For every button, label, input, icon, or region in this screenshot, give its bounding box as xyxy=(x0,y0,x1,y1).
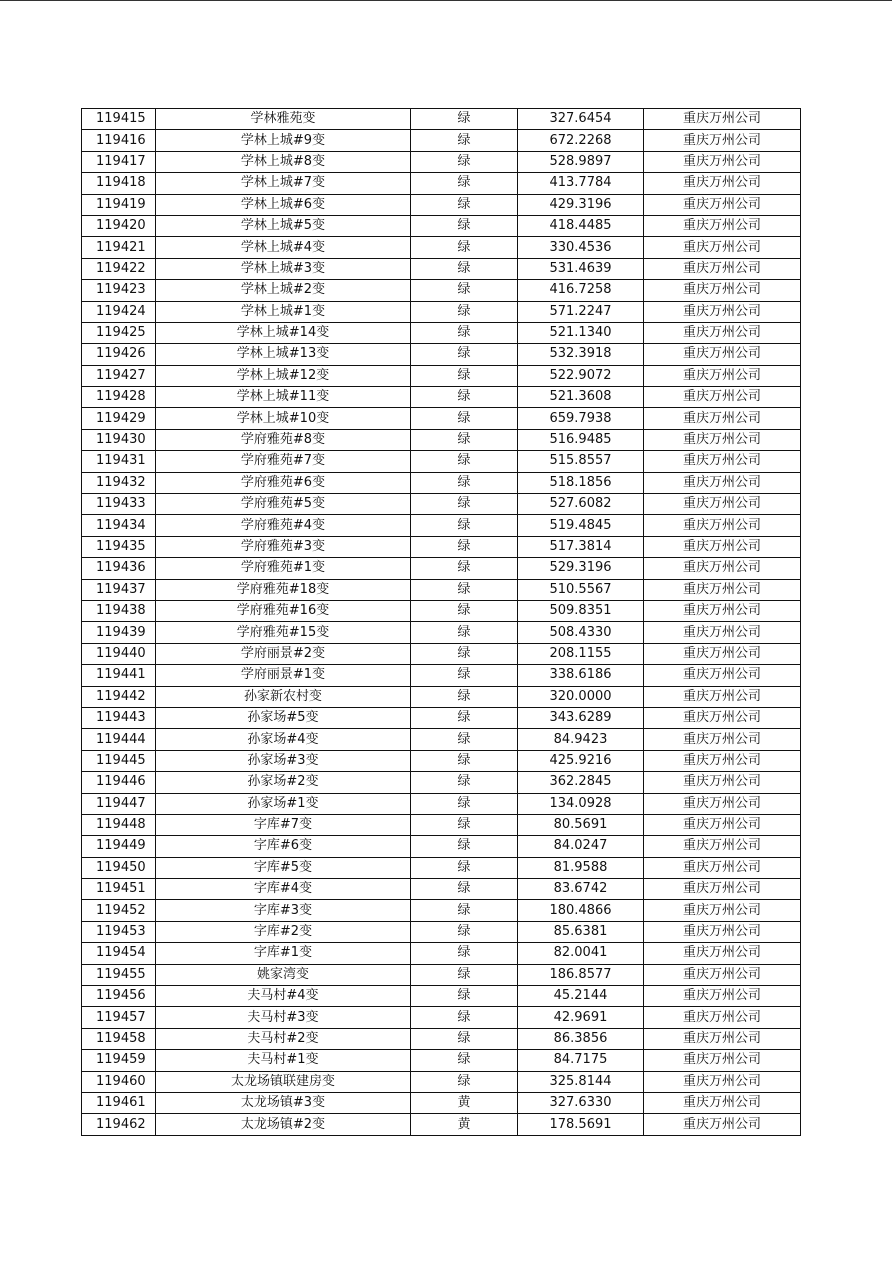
cell-value: 529.3196 xyxy=(518,558,644,579)
table-row xyxy=(82,600,801,621)
cell-station-name: 太龙场镇#3变 xyxy=(156,1092,411,1113)
cell-station-name: 夫马村#2变 xyxy=(156,1028,411,1049)
cell-value: 343.6289 xyxy=(518,707,644,728)
cell-status: 绿 xyxy=(411,301,518,322)
cell-value: 521.3608 xyxy=(518,387,644,408)
cell-company: 重庆万州公司 xyxy=(644,515,801,536)
cell-company: 重庆万州公司 xyxy=(644,1028,801,1049)
cell-id: 119437 xyxy=(82,579,156,600)
cell-station-name: 夫马村#3变 xyxy=(156,1007,411,1028)
cell-value: 429.3196 xyxy=(518,194,644,215)
cell-id: 119446 xyxy=(82,772,156,793)
table-row xyxy=(82,729,801,750)
cell-company: 重庆万州公司 xyxy=(644,600,801,621)
table-row xyxy=(82,451,801,472)
cell-status: 绿 xyxy=(411,237,518,258)
table-row xyxy=(82,344,801,365)
cell-value: 320.0000 xyxy=(518,686,644,707)
cell-id: 119441 xyxy=(82,665,156,686)
cell-station-name: 孙家场#1变 xyxy=(156,793,411,814)
cell-company: 重庆万州公司 xyxy=(644,1050,801,1071)
cell-company: 重庆万州公司 xyxy=(644,665,801,686)
cell-status: 绿 xyxy=(411,280,518,301)
cell-status: 绿 xyxy=(411,986,518,1007)
cell-value: 327.6454 xyxy=(518,109,644,130)
table-row xyxy=(82,472,801,493)
cell-value: 531.4639 xyxy=(518,258,644,279)
table-row xyxy=(82,772,801,793)
cell-id: 119452 xyxy=(82,900,156,921)
cell-id: 119429 xyxy=(82,408,156,429)
cell-id: 119457 xyxy=(82,1007,156,1028)
cell-company: 重庆万州公司 xyxy=(644,1007,801,1028)
cell-station-name: 字库#4变 xyxy=(156,879,411,900)
table-row xyxy=(82,686,801,707)
cell-id: 119454 xyxy=(82,943,156,964)
cell-id: 119422 xyxy=(82,258,156,279)
cell-id: 119449 xyxy=(82,836,156,857)
cell-status: 绿 xyxy=(411,622,518,643)
cell-value: 672.2268 xyxy=(518,130,644,151)
cell-id: 119423 xyxy=(82,280,156,301)
cell-company: 重庆万州公司 xyxy=(644,194,801,215)
cell-value: 85.6381 xyxy=(518,921,644,942)
cell-value: 83.6742 xyxy=(518,879,644,900)
cell-status: 绿 xyxy=(411,151,518,172)
cell-status: 绿 xyxy=(411,772,518,793)
cell-id: 119416 xyxy=(82,130,156,151)
cell-station-name: 孙家场#4变 xyxy=(156,729,411,750)
cell-id: 119424 xyxy=(82,301,156,322)
cell-status: 绿 xyxy=(411,1071,518,1092)
cell-id: 119439 xyxy=(82,622,156,643)
table-row xyxy=(82,365,801,386)
table-row xyxy=(82,964,801,985)
table-row xyxy=(82,579,801,600)
table-row xyxy=(82,900,801,921)
cell-station-name: 姚家湾变 xyxy=(156,964,411,985)
cell-station-name: 学府雅苑#16变 xyxy=(156,600,411,621)
cell-status: 绿 xyxy=(411,1007,518,1028)
cell-station-name: 孙家场#5变 xyxy=(156,707,411,728)
cell-company: 重庆万州公司 xyxy=(644,964,801,985)
cell-company: 重庆万州公司 xyxy=(644,237,801,258)
cell-status: 绿 xyxy=(411,879,518,900)
cell-status: 绿 xyxy=(411,494,518,515)
cell-station-name: 太龙场镇联建房变 xyxy=(156,1071,411,1092)
cell-value: 84.0247 xyxy=(518,836,644,857)
cell-station-name: 学林上城#7变 xyxy=(156,173,411,194)
cell-id: 119415 xyxy=(82,109,156,130)
cell-value: 532.3918 xyxy=(518,344,644,365)
cell-status: 绿 xyxy=(411,600,518,621)
cell-station-name: 孙家场#3变 xyxy=(156,750,411,771)
cell-value: 522.9072 xyxy=(518,365,644,386)
cell-status: 绿 xyxy=(411,472,518,493)
table-row xyxy=(82,1050,801,1071)
cell-company: 重庆万州公司 xyxy=(644,772,801,793)
table-row xyxy=(82,643,801,664)
cell-station-name: 夫马村#1变 xyxy=(156,1050,411,1071)
table-row xyxy=(82,1071,801,1092)
cell-station-name: 学林上城#5变 xyxy=(156,215,411,236)
table-row xyxy=(82,408,801,429)
cell-id: 119425 xyxy=(82,322,156,343)
cell-status: 绿 xyxy=(411,900,518,921)
cell-company: 重庆万州公司 xyxy=(644,750,801,771)
cell-value: 330.4536 xyxy=(518,237,644,258)
table-row xyxy=(82,558,801,579)
cell-status: 绿 xyxy=(411,451,518,472)
cell-value: 134.0928 xyxy=(518,793,644,814)
cell-company: 重庆万州公司 xyxy=(644,429,801,450)
cell-company: 重庆万州公司 xyxy=(644,536,801,557)
cell-company: 重庆万州公司 xyxy=(644,879,801,900)
cell-status: 绿 xyxy=(411,793,518,814)
cell-status: 绿 xyxy=(411,558,518,579)
cell-station-name: 学林雅苑变 xyxy=(156,109,411,130)
cell-company: 重庆万州公司 xyxy=(644,109,801,130)
cell-value: 515.8557 xyxy=(518,451,644,472)
cell-id: 119458 xyxy=(82,1028,156,1049)
cell-id: 119420 xyxy=(82,215,156,236)
cell-station-name: 学府雅苑#3变 xyxy=(156,536,411,557)
cell-value: 208.1155 xyxy=(518,643,644,664)
table-row xyxy=(82,943,801,964)
table-row xyxy=(82,1092,801,1113)
cell-station-name: 学府丽景#2变 xyxy=(156,643,411,664)
cell-status: 绿 xyxy=(411,215,518,236)
cell-id: 119418 xyxy=(82,173,156,194)
table-row xyxy=(82,814,801,835)
cell-station-name: 太龙场镇#2变 xyxy=(156,1114,411,1135)
cell-station-name: 字库#3变 xyxy=(156,900,411,921)
cell-id: 119444 xyxy=(82,729,156,750)
cell-station-name: 学府雅苑#15变 xyxy=(156,622,411,643)
cell-station-name: 孙家新农村变 xyxy=(156,686,411,707)
cell-id: 119435 xyxy=(82,536,156,557)
table-row xyxy=(82,921,801,942)
cell-company: 重庆万州公司 xyxy=(644,1071,801,1092)
cell-value: 84.7175 xyxy=(518,1050,644,1071)
cell-value: 45.2144 xyxy=(518,986,644,1007)
cell-status: 绿 xyxy=(411,322,518,343)
cell-id: 119417 xyxy=(82,151,156,172)
table-row xyxy=(82,494,801,515)
cell-id: 119448 xyxy=(82,814,156,835)
cell-station-name: 学林上城#10变 xyxy=(156,408,411,429)
cell-company: 重庆万州公司 xyxy=(644,151,801,172)
cell-status: 绿 xyxy=(411,258,518,279)
cell-id: 119426 xyxy=(82,344,156,365)
cell-company: 重庆万州公司 xyxy=(644,1114,801,1135)
cell-station-name: 学林上城#3变 xyxy=(156,258,411,279)
cell-value: 510.5567 xyxy=(518,579,644,600)
cell-id: 119442 xyxy=(82,686,156,707)
cell-id: 119421 xyxy=(82,237,156,258)
cell-company: 重庆万州公司 xyxy=(644,344,801,365)
table-row xyxy=(82,130,801,151)
cell-value: 327.6330 xyxy=(518,1092,644,1113)
cell-id: 119459 xyxy=(82,1050,156,1071)
cell-company: 重庆万州公司 xyxy=(644,408,801,429)
cell-station-name: 学林上城#12变 xyxy=(156,365,411,386)
cell-status: 绿 xyxy=(411,515,518,536)
cell-company: 重庆万州公司 xyxy=(644,622,801,643)
cell-company: 重庆万州公司 xyxy=(644,173,801,194)
cell-status: 绿 xyxy=(411,857,518,878)
cell-station-name: 字库#1变 xyxy=(156,943,411,964)
cell-company: 重庆万州公司 xyxy=(644,322,801,343)
cell-status: 绿 xyxy=(411,408,518,429)
cell-value: 528.9897 xyxy=(518,151,644,172)
cell-station-name: 学林上城#9变 xyxy=(156,130,411,151)
cell-company: 重庆万州公司 xyxy=(644,1092,801,1113)
cell-station-name: 夫马村#4变 xyxy=(156,986,411,1007)
cell-id: 119434 xyxy=(82,515,156,536)
cell-id: 119433 xyxy=(82,494,156,515)
cell-station-name: 字库#2变 xyxy=(156,921,411,942)
cell-company: 重庆万州公司 xyxy=(644,494,801,515)
cell-status: 绿 xyxy=(411,173,518,194)
cell-company: 重庆万州公司 xyxy=(644,793,801,814)
page-top-border xyxy=(0,0,892,1)
cell-value: 527.6082 xyxy=(518,494,644,515)
cell-id: 119462 xyxy=(82,1114,156,1135)
cell-status: 绿 xyxy=(411,729,518,750)
table-row xyxy=(82,836,801,857)
cell-status: 绿 xyxy=(411,109,518,130)
table-body xyxy=(82,109,801,1136)
table-row xyxy=(82,215,801,236)
table-row xyxy=(82,1114,801,1135)
cell-station-name: 学府雅苑#18变 xyxy=(156,579,411,600)
cell-status: 绿 xyxy=(411,814,518,835)
cell-company: 重庆万州公司 xyxy=(644,729,801,750)
table-row xyxy=(82,301,801,322)
cell-value: 338.6186 xyxy=(518,665,644,686)
cell-company: 重庆万州公司 xyxy=(644,686,801,707)
cell-status: 绿 xyxy=(411,194,518,215)
cell-value: 659.7938 xyxy=(518,408,644,429)
cell-company: 重庆万州公司 xyxy=(644,900,801,921)
cell-station-name: 学林上城#2变 xyxy=(156,280,411,301)
cell-status: 绿 xyxy=(411,387,518,408)
cell-company: 重庆万州公司 xyxy=(644,387,801,408)
cell-station-name: 学林上城#1变 xyxy=(156,301,411,322)
cell-company: 重庆万州公司 xyxy=(644,943,801,964)
table-row xyxy=(82,750,801,771)
cell-company: 重庆万州公司 xyxy=(644,986,801,1007)
cell-status: 黄 xyxy=(411,1114,518,1135)
cell-id: 119438 xyxy=(82,600,156,621)
cell-id: 119443 xyxy=(82,707,156,728)
cell-company: 重庆万州公司 xyxy=(644,707,801,728)
cell-value: 416.7258 xyxy=(518,280,644,301)
cell-value: 571.2247 xyxy=(518,301,644,322)
cell-status: 绿 xyxy=(411,130,518,151)
cell-id: 119430 xyxy=(82,429,156,450)
cell-station-name: 孙家场#2变 xyxy=(156,772,411,793)
cell-company: 重庆万州公司 xyxy=(644,643,801,664)
cell-id: 119450 xyxy=(82,857,156,878)
cell-station-name: 学林上城#11变 xyxy=(156,387,411,408)
cell-status: 绿 xyxy=(411,707,518,728)
cell-status: 绿 xyxy=(411,643,518,664)
cell-station-name: 字库#5变 xyxy=(156,857,411,878)
cell-status: 绿 xyxy=(411,536,518,557)
cell-station-name: 学林上城#13变 xyxy=(156,344,411,365)
cell-status: 绿 xyxy=(411,964,518,985)
cell-value: 86.3856 xyxy=(518,1028,644,1049)
cell-status: 绿 xyxy=(411,836,518,857)
cell-company: 重庆万州公司 xyxy=(644,258,801,279)
cell-id: 119451 xyxy=(82,879,156,900)
cell-id: 119460 xyxy=(82,1071,156,1092)
cell-company: 重庆万州公司 xyxy=(644,472,801,493)
cell-station-name: 学林上城#14变 xyxy=(156,322,411,343)
cell-value: 362.2845 xyxy=(518,772,644,793)
cell-id: 119455 xyxy=(82,964,156,985)
cell-station-name: 字库#6变 xyxy=(156,836,411,857)
cell-status: 绿 xyxy=(411,1050,518,1071)
cell-status: 绿 xyxy=(411,686,518,707)
cell-company: 重庆万州公司 xyxy=(644,836,801,857)
cell-value: 42.9691 xyxy=(518,1007,644,1028)
cell-value: 518.1856 xyxy=(518,472,644,493)
cell-value: 519.4845 xyxy=(518,515,644,536)
cell-id: 119445 xyxy=(82,750,156,771)
table-row xyxy=(82,515,801,536)
cell-station-name: 学府雅苑#8变 xyxy=(156,429,411,450)
cell-status: 绿 xyxy=(411,1028,518,1049)
table-row xyxy=(82,986,801,1007)
cell-id: 119453 xyxy=(82,921,156,942)
table-row xyxy=(82,707,801,728)
cell-status: 绿 xyxy=(411,943,518,964)
cell-station-name: 字库#7变 xyxy=(156,814,411,835)
cell-company: 重庆万州公司 xyxy=(644,215,801,236)
cell-company: 重庆万州公司 xyxy=(644,814,801,835)
cell-status: 绿 xyxy=(411,665,518,686)
cell-station-name: 学府雅苑#4变 xyxy=(156,515,411,536)
data-table xyxy=(81,108,801,1136)
cell-id: 119436 xyxy=(82,558,156,579)
cell-status: 绿 xyxy=(411,579,518,600)
cell-status: 绿 xyxy=(411,344,518,365)
cell-value: 418.4485 xyxy=(518,215,644,236)
cell-company: 重庆万州公司 xyxy=(644,558,801,579)
cell-value: 325.8144 xyxy=(518,1071,644,1092)
cell-id: 119432 xyxy=(82,472,156,493)
cell-status: 绿 xyxy=(411,750,518,771)
cell-value: 413.7784 xyxy=(518,173,644,194)
cell-company: 重庆万州公司 xyxy=(644,451,801,472)
cell-station-name: 学林上城#6变 xyxy=(156,194,411,215)
cell-status: 黄 xyxy=(411,1092,518,1113)
table-row xyxy=(82,536,801,557)
table-row xyxy=(82,793,801,814)
table-row xyxy=(82,151,801,172)
cell-company: 重庆万州公司 xyxy=(644,921,801,942)
cell-station-name: 学府雅苑#6变 xyxy=(156,472,411,493)
cell-company: 重庆万州公司 xyxy=(644,579,801,600)
table-row xyxy=(82,1028,801,1049)
cell-station-name: 学府丽景#1变 xyxy=(156,665,411,686)
table-row xyxy=(82,237,801,258)
cell-company: 重庆万州公司 xyxy=(644,130,801,151)
cell-status: 绿 xyxy=(411,429,518,450)
cell-status: 绿 xyxy=(411,365,518,386)
table-row xyxy=(82,429,801,450)
cell-company: 重庆万州公司 xyxy=(644,301,801,322)
table-row xyxy=(82,258,801,279)
cell-value: 180.4866 xyxy=(518,900,644,921)
cell-value: 80.5691 xyxy=(518,814,644,835)
cell-value: 425.9216 xyxy=(518,750,644,771)
cell-id: 119461 xyxy=(82,1092,156,1113)
cell-id: 119431 xyxy=(82,451,156,472)
table-row xyxy=(82,173,801,194)
cell-value: 82.0041 xyxy=(518,943,644,964)
table-row xyxy=(82,280,801,301)
cell-station-name: 学府雅苑#1变 xyxy=(156,558,411,579)
cell-value: 521.1340 xyxy=(518,322,644,343)
cell-station-name: 学府雅苑#7变 xyxy=(156,451,411,472)
cell-value: 81.9588 xyxy=(518,857,644,878)
cell-id: 119427 xyxy=(82,365,156,386)
cell-value: 84.9423 xyxy=(518,729,644,750)
cell-status: 绿 xyxy=(411,921,518,942)
table-row xyxy=(82,857,801,878)
cell-company: 重庆万州公司 xyxy=(644,280,801,301)
cell-station-name: 学林上城#8变 xyxy=(156,151,411,172)
cell-company: 重庆万州公司 xyxy=(644,857,801,878)
cell-value: 509.8351 xyxy=(518,600,644,621)
cell-value: 517.3814 xyxy=(518,536,644,557)
table-row xyxy=(82,665,801,686)
cell-value: 516.9485 xyxy=(518,429,644,450)
cell-id: 119447 xyxy=(82,793,156,814)
cell-id: 119428 xyxy=(82,387,156,408)
table-row xyxy=(82,879,801,900)
table-row xyxy=(82,109,801,130)
cell-id: 119419 xyxy=(82,194,156,215)
table-row xyxy=(82,1007,801,1028)
table-row xyxy=(82,322,801,343)
cell-value: 508.4330 xyxy=(518,622,644,643)
cell-station-name: 学林上城#4变 xyxy=(156,237,411,258)
cell-id: 119456 xyxy=(82,986,156,1007)
cell-value: 178.5691 xyxy=(518,1114,644,1135)
table-row xyxy=(82,387,801,408)
cell-station-name: 学府雅苑#5变 xyxy=(156,494,411,515)
table-row xyxy=(82,194,801,215)
table-row xyxy=(82,622,801,643)
cell-value: 186.8577 xyxy=(518,964,644,985)
cell-id: 119440 xyxy=(82,643,156,664)
cell-company: 重庆万州公司 xyxy=(644,365,801,386)
